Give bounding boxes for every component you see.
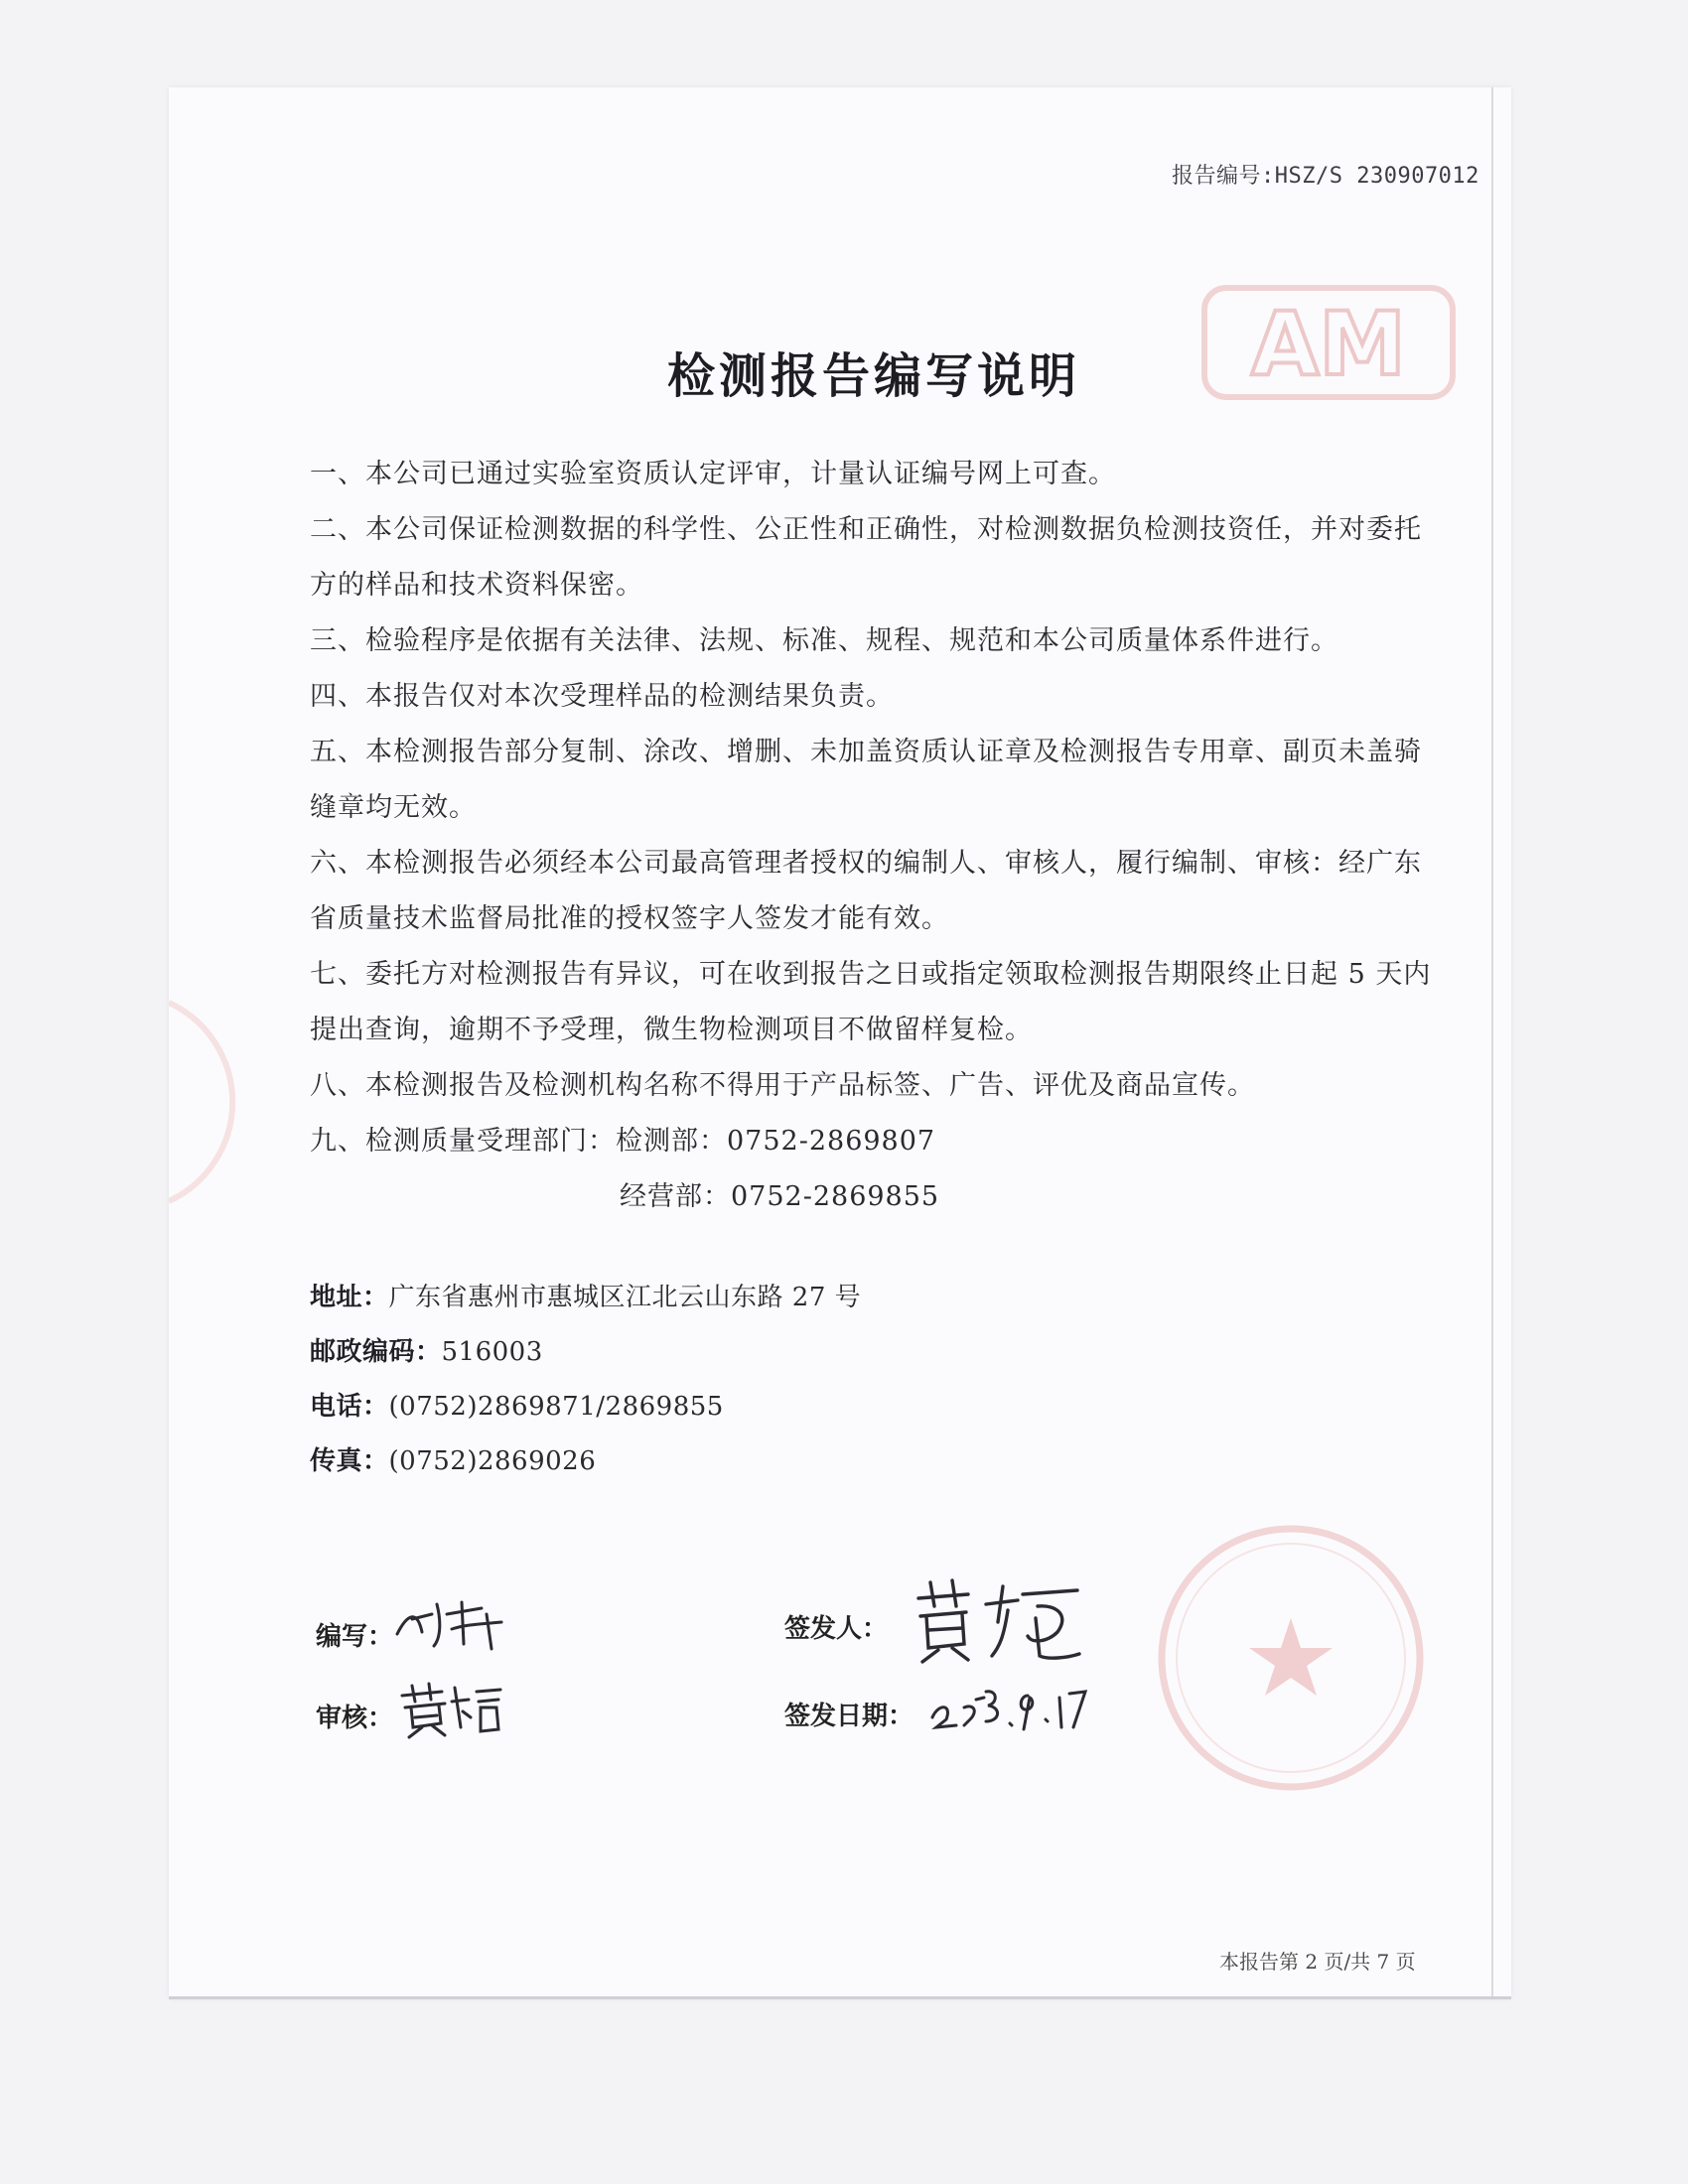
official-round-seal bbox=[1142, 1509, 1440, 1807]
phone-row: 电话：(0752)2869871/2869855 bbox=[310, 1392, 724, 1422]
clause-6: 六、本检测报告必须经本公司最高管理者授权的编制人、审核人，履行编制、审核：经广东 省质量技术监督局批准的授权签字人签发才能有效。 bbox=[310, 848, 1422, 934]
clause-list bbox=[310, 447, 1452, 1225]
clause-2: 二、本公司保证检测数据的科学性、公正性和正确性，对检测数据负检测技资任，并对委托 方的样品和技术资料保密。 bbox=[310, 514, 1422, 601]
clause-1: 一、本公司已通过实验室资质认定评审，计量认证编号网上可查。 bbox=[310, 459, 1116, 489]
writer-label: 编写： bbox=[316, 1622, 394, 1652]
address-row: 地址：广东省惠州市惠城区江北云山东路 27 号 bbox=[310, 1283, 862, 1312]
page-title: 检测报告编写说明 bbox=[666, 348, 1080, 404]
clause-8: 八、本检测报告及检测机构名称不得用于产品标签、广告、评优及商品宣传。 bbox=[310, 1070, 1255, 1101]
clause-4: 四、本报告仅对本次受理样品的检测结果负责。 bbox=[310, 681, 894, 712]
clause-3: 三、检验程序是依据有关法律、法规、标准、规程、规范和本公司质量体系件进行。 bbox=[310, 625, 1338, 656]
postcode-row: 邮政编码：516003 bbox=[310, 1337, 543, 1367]
issuer-signature bbox=[909, 1576, 1087, 1666]
issue-date-label: 签发日期： bbox=[784, 1702, 914, 1731]
seam-seal-partial bbox=[169, 993, 248, 1211]
report-number: 报告编号:HSZ/S 230907012 bbox=[1172, 164, 1479, 189]
page-edge-bottom bbox=[169, 1996, 1511, 1999]
writer-signature bbox=[392, 1594, 511, 1654]
clause-7: 七、委托方对检测报告有异议，可在收到报告之日或指定领取检测报告期限终止日起 5 天内 提出查询，逾期不予受理，微生物检测项目不做留样复检。 bbox=[310, 959, 1432, 1045]
fax-row: 传真：(0752)2869026 bbox=[310, 1446, 597, 1476]
clause-9: 九、检测质量受理部门：检测部：0752-2869807 经营部：0752-2869855 bbox=[310, 1126, 940, 1212]
clause-5: 五、本检测报告部分复制、涂改、增删、未加盖资质认证章及检测报告专用章、副页未盖骑 缝章均无效。 bbox=[310, 737, 1422, 823]
am-stamp-text: AM bbox=[1251, 293, 1406, 395]
page-info: 本报告第 2 页/共 7 页 bbox=[1219, 1950, 1416, 1974]
reviewer-label: 审核： bbox=[316, 1704, 394, 1733]
contact-block bbox=[310, 1271, 861, 1489]
issuer-label: 签发人： bbox=[784, 1614, 889, 1644]
issue-date-handwritten bbox=[928, 1678, 1087, 1737]
